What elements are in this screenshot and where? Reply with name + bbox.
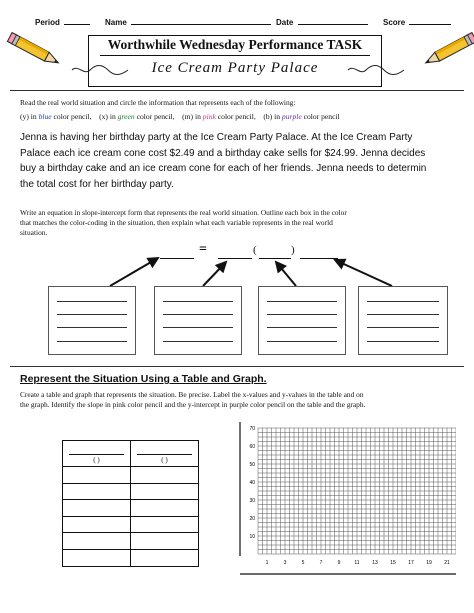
y-tick-label: 40	[249, 480, 255, 486]
x-cell[interactable]	[63, 467, 131, 484]
x-tick-label: 15	[390, 560, 396, 566]
key-y: (y) in blue color pencil,	[20, 112, 92, 121]
x-tick-label: 9	[337, 560, 341, 566]
open-paren: (	[253, 244, 257, 256]
variable-box-b[interactable]	[358, 286, 448, 355]
key-x: (x) in green color pencil,	[99, 112, 175, 121]
arrow-y-icon	[110, 258, 158, 286]
close-paren: )	[291, 244, 295, 256]
y-cell[interactable]	[131, 549, 199, 566]
table-row	[63, 483, 199, 500]
page-subtitle: Ice Cream Party Palace	[151, 60, 319, 76]
table-row	[63, 516, 199, 533]
y-tick-label: 50	[249, 462, 255, 468]
x-tick-label: 5	[301, 560, 305, 566]
table-graph-instructions	[20, 390, 466, 410]
y-tick-label: 10	[249, 534, 255, 540]
x-tick-label: 13	[372, 560, 378, 566]
y-header-cell[interactable]	[131, 441, 199, 467]
y-cell[interactable]	[131, 483, 199, 500]
prompt-line: situation.	[20, 228, 48, 237]
table-header-row	[63, 441, 199, 467]
coordinate-graph[interactable]	[228, 420, 456, 605]
situation-line: the total cost for her birthday party.	[20, 178, 174, 190]
period-label: Period	[35, 18, 60, 27]
x-tick-label: 1	[265, 560, 269, 566]
y-tick-label: 30	[249, 498, 255, 504]
prompt-line: that matches the color-coding in the situation, then explain what each variable represents in the real world	[20, 218, 333, 227]
x-cell[interactable]	[63, 533, 131, 550]
variable-box-y[interactable]	[48, 286, 136, 355]
table-row	[63, 549, 199, 566]
x-tick-label: 11	[354, 560, 360, 566]
x-tick-label: 17	[408, 560, 414, 566]
situation-line: Jenna is having her birthday party at the Ice Cream Party Palace. At the Ice Cream Party	[20, 132, 413, 143]
x-tick-label: 21	[444, 560, 450, 566]
name-label: Name	[105, 18, 127, 27]
y-tick-label: 60	[249, 444, 255, 450]
x-unit-placeholder: ( )	[69, 454, 124, 464]
x-header-cell[interactable]	[63, 441, 131, 467]
instruction-line: the graph. Identify the slope in pink color pencil and the y-intercept in purple color pencil on the table and the graph.	[20, 400, 366, 409]
page-title: Worthwhile Wednesday Performance TASK	[107, 37, 363, 52]
x-cell[interactable]	[63, 516, 131, 533]
key-m: (m) in pink color pencil,	[182, 112, 256, 121]
x-cell[interactable]	[63, 500, 131, 517]
y-cell[interactable]	[131, 516, 199, 533]
date-label: Date	[276, 18, 294, 27]
table-row	[63, 500, 199, 517]
middle-divider	[10, 366, 464, 367]
value-table	[62, 440, 199, 567]
equals-sign: =	[199, 242, 207, 257]
y-cell[interactable]	[131, 533, 199, 550]
y-unit-placeholder: ( )	[137, 454, 192, 464]
table-row	[63, 467, 199, 484]
variable-box-m[interactable]	[154, 286, 242, 355]
situation-line: Palace each ice cream cone cost $2.49 and a birthday cake sells for $24.99. Jenna decides	[20, 147, 426, 159]
x-cell[interactable]	[63, 549, 131, 566]
y-cell[interactable]	[131, 500, 199, 517]
prompt-line: Write an equation in slope-intercept form that represents the real world situation. Outline each box in the color	[20, 208, 347, 217]
x-tick-label: 7	[319, 560, 323, 566]
key-b: (b) in purple color pencil	[263, 112, 340, 121]
x-tick-label: 3	[283, 560, 287, 566]
x-cell[interactable]	[63, 483, 131, 500]
y-cell[interactable]	[131, 467, 199, 484]
arrow-m-icon	[203, 262, 226, 286]
situation-line: buy a birthday cake and an ice cream cone for each of her friends. Jenna needs to determin	[20, 163, 427, 174]
instruction-line: Create a table and graph that represents the situation. Be precise. Label the x-values and y-values in the table and on	[20, 390, 364, 399]
arrow-x-icon	[276, 262, 296, 286]
variable-box-x[interactable]	[258, 286, 346, 355]
table-row	[63, 533, 199, 550]
arrow-b-icon	[335, 260, 392, 286]
score-label: Score	[383, 18, 406, 27]
read-instruction: Read the real world situation and circle the information that represents each of the following:	[20, 98, 296, 107]
y-tick-label: 70	[249, 426, 255, 432]
x-tick-label: 19	[426, 560, 432, 566]
table-graph-heading: Represent the Situation Using a Table and Graph.	[20, 373, 267, 385]
y-tick-label: 20	[249, 516, 255, 522]
